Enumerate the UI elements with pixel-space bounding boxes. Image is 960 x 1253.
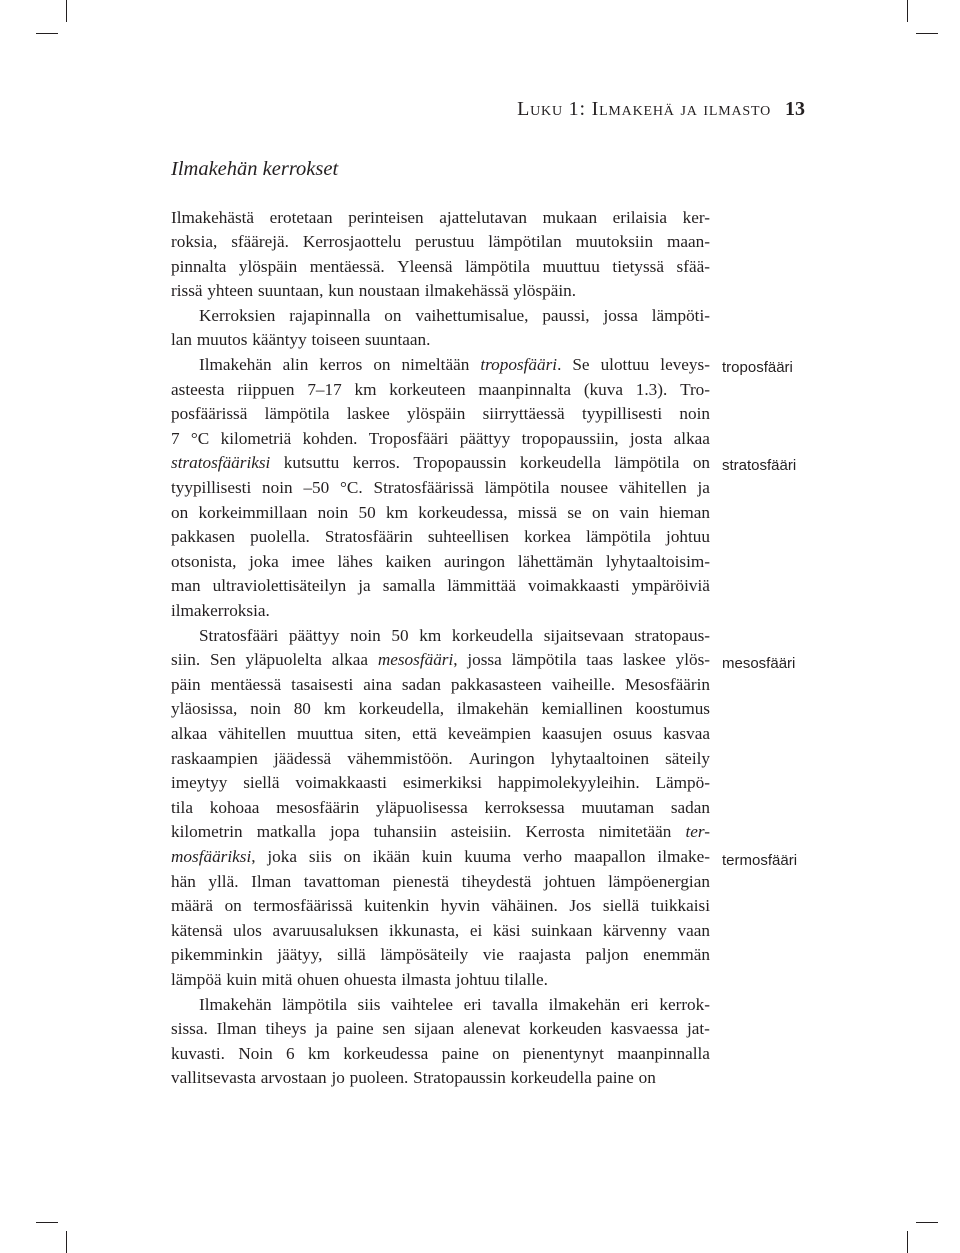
running-head-title: Luku 1: Ilmakehä ja ilmasto xyxy=(517,98,771,120)
section-heading: Ilmakehän kerrokset xyxy=(171,158,339,180)
text-line: on korkeimmillaan noin 50 km korkeudessa, missä se on vain hieman xyxy=(171,502,710,522)
crop-mark xyxy=(36,1222,58,1223)
text-line: 7 °C kilometriä kohden. Troposfääri päättyy tropopaussiin, josta alkaa xyxy=(171,428,710,448)
running-head xyxy=(517,98,805,121)
text-line: määrä on termosfäärissä kuitenkin hyvin vähäinen. Jos siellä tuikkaisi xyxy=(171,896,710,916)
margin-term-troposfaari: troposfääri xyxy=(722,359,793,376)
text-line: imeytyy siellä voimakkaasti esimerkiksi happimolekyyleihin. Lämpö- xyxy=(171,773,710,793)
text-line: kilometrin matkalla jopa tuhansiin asteisiin. Kerrosta nimitetään ter- xyxy=(171,822,710,842)
margin-term-mesosfaari: mesosfääri xyxy=(722,655,796,672)
text-line: vallitsevasta arvostaan jo puoleen. Stratopaussin korkeudella paine on xyxy=(171,1068,656,1088)
margin-term-termosfaari: termosfääri xyxy=(722,852,798,869)
text-line: roksia, sfäärejä. Kerrosjaottelu perustuu lämpötilan muutoksiin maan- xyxy=(171,232,710,252)
text-line: man ultraviolettisäteilyn ja samalla lämmittää voimakkaasti ympäröiviä xyxy=(171,576,710,596)
text-line: yläosissa, noin 80 km korkeudella, ilmakehän kemiallinen koostumus xyxy=(171,699,710,719)
text-line: ilmakerroksia. xyxy=(171,601,270,620)
text-line: mosfääriksi, joka siis on ikään kuin kuuma verho maapallon ilmake- xyxy=(171,846,710,866)
crop-mark xyxy=(36,33,58,34)
text-line: pinnalta ylöspäin mentäessä. Yleensä lämpötila muuttuu tietyssä sfää- xyxy=(171,256,710,276)
text-line: lan muutos kääntyy toiseen suuntaan. xyxy=(171,330,431,350)
crop-mark xyxy=(66,0,67,22)
text-line: pakkasen puolella. Stratosfäärin suhteellisen korkea lämpötila johtuu xyxy=(171,527,710,547)
margin-term-stratosfaari: stratosfääri xyxy=(722,457,797,474)
text-line: tila kohoaa mesosfäärin yläpuolisessa kerroksessa muutaman sadan xyxy=(171,797,710,817)
text-line: lämpöä kuin mitä ohuen ohuesta ilmasta johtuu tilalle. xyxy=(171,969,548,989)
text-line: Ilmakehän lämpötila siis vaihtelee eri tavalla ilmakehän eri kerrok- xyxy=(199,994,710,1014)
page-number: 13 xyxy=(785,98,805,120)
text-line: posfäärissä lämpötila laskee ylöspäin siirryttäessä tyypillisesti noin xyxy=(171,404,710,424)
text-line: sissa. Ilman tiheys ja paine sen sijaan alenevat korkeuden kasvaessa jat- xyxy=(171,1019,710,1039)
text-line: kuvasti. Noin 6 km korkeudessa paine on pienentynyt maanpinnalla xyxy=(171,1043,710,1063)
text-line: Stratosfääri päättyy noin 50 km korkeudella sijaitsevaan stratopaus- xyxy=(199,625,710,645)
text-line: kätensä ulos avaruusaluksen ikkunasta, ei käsi suinkaan kärvenny vaan xyxy=(171,920,710,940)
text-line: hän yllä. Ilman tavattoman pienestä tiheydestä johtuen lämpöenergian xyxy=(171,871,710,891)
text-line: tyypillisesti noin –50 °C. Stratosfäärissä lämpötila nousee vähitellen ja xyxy=(171,478,710,498)
crop-mark xyxy=(66,1231,67,1253)
text-line: Ilmakehän alin kerros on nimeltään troposfääri. Se ulottuu leveys- xyxy=(199,355,710,375)
text-line: siin. Sen yläpuolelta alkaa mesosfääri, jossa lämpötila taas laskee ylös- xyxy=(171,650,710,670)
crop-mark xyxy=(907,0,908,22)
crop-mark xyxy=(916,1222,938,1223)
text-line: pikemminkin jäätyy, sillä lämpösäteily vie raajasta paljon enemmän xyxy=(171,945,710,965)
text-line: rissä yhteen suuntaan, kun noustaan ilmakehässä ylöspäin. xyxy=(171,281,577,301)
text-line: asteesta riippuen 7–17 km korkeuteen maanpinnalta (kuva 1.3). Tro- xyxy=(171,379,710,399)
text-line: Kerroksien rajapinnalla on vaihettumisalue, paussi, jossa lämpöti- xyxy=(199,305,710,325)
text-line: Ilmakehästä erotetaan perinteisen ajattelutavan mukaan erilaisia ker- xyxy=(171,207,710,227)
text-line: alkaa vähitellen muuttua siten, että keveämpien kaasujen osuus kasvaa xyxy=(171,723,710,743)
body-text xyxy=(171,206,710,1091)
text-line: raskaampien jäädessä vähemmistöön. Auringon lyhytaaltoinen säteily xyxy=(171,748,710,768)
text-line: stratosfääriksi kutsuttu kerros. Tropopaussin korkeudella lämpötila on xyxy=(171,453,710,473)
text-line: päin mentäessä tasaisesti aina sadan pakkasasteen vaiheille. Mesosfäärin xyxy=(171,674,710,694)
crop-mark xyxy=(916,33,938,34)
text-line: otsonista, joka imee lähes kaiken auringon lähettämän lyhytaaltoisim- xyxy=(171,551,710,571)
crop-mark xyxy=(907,1231,908,1253)
